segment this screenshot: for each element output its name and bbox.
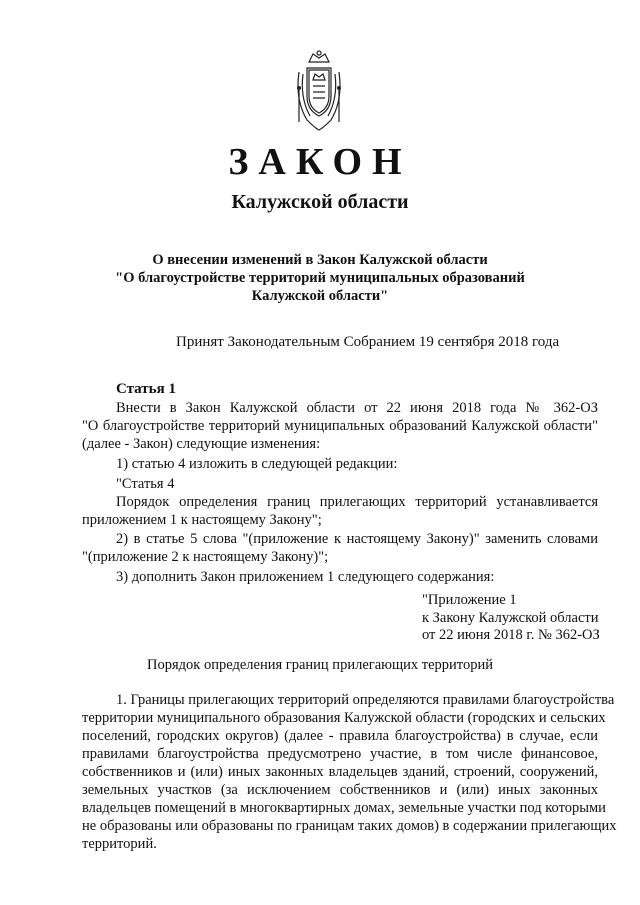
appendix-line: к Закону Калужской области: [422, 609, 599, 626]
region-name: Калужской области: [231, 191, 409, 213]
appendix-line: от 22 июня 2018 г. № 362-ОЗ: [422, 627, 600, 644]
paragraph-line: собственников и (или) иных законных владельцев зданий, строений, сооружений,: [82, 764, 598, 780]
quote-heading: "Статья 4: [116, 476, 175, 492]
paragraph-line: "О благоустройстве территорий муниципальных образований Калужской области": [82, 418, 598, 434]
subject-line: Калужской области": [251, 288, 389, 304]
law-subject: [60, 251, 580, 305]
paragraph-line: приложением 1 к настоящему Закону";: [82, 512, 322, 528]
paragraph-line: 1. Границы прилегающих территорий определяются правилами благоустройства: [116, 692, 615, 708]
list-item: 3) дополнить Закон приложением 1 следующего содержания:: [116, 569, 495, 585]
paragraph-line: (далее - Закон) следующие изменения:: [82, 436, 321, 452]
adoption-date: Принят Законодательным Собранием 19 сентября 2018 года: [176, 334, 560, 350]
paragraph-line: Внести в Закон Калужской области от 22 июня 2018 года № 362-ОЗ: [116, 400, 598, 416]
paragraph-line: правилами благоустройства предусмотрено участие, в том числе финансовое,: [82, 746, 598, 762]
paragraph-line: территорий.: [82, 836, 157, 852]
list-item: 1) статью 4 изложить в следующей редакции:: [116, 456, 398, 472]
document-title: ЗАКОН: [228, 141, 412, 183]
coat-of-arms-icon: [291, 50, 347, 132]
paragraph-line: не образованы или образованы по границам таких домов) в содержании прилегающих: [82, 818, 617, 834]
appendix-line: "Приложение 1: [422, 592, 517, 608]
subject-line: "О благоустройстве территорий муниципальных образований: [115, 270, 525, 286]
paragraph-line: поселений, городских округов) (далее - правила благоустройства) в случае, если: [82, 728, 598, 744]
subject-line: О внесении изменений в Закон Калужской области: [152, 252, 488, 268]
paragraph-line: владельцев помещений в многоквартирных домах, земельные участки под которыми: [82, 800, 606, 816]
section-title: Порядок определения границ прилегающих территорий: [147, 657, 493, 673]
appendix-reference: [422, 592, 600, 645]
list-item: 2) в статье 5 слова "(приложение к настоящему Закону)" заменить словами: [116, 531, 598, 547]
paragraph-line: "(приложение 2 к настоящему Закону)";: [82, 549, 329, 565]
paragraph-line: территории муниципального образования Калужской области (городских и сельских: [82, 710, 606, 726]
paragraph-line: земельных участков (за исключением собственников и (или) иных законных: [82, 782, 598, 798]
paragraph-line: Порядок определения границ прилегающих территорий устанавливается: [116, 494, 598, 510]
article-heading: Статья 1: [116, 381, 176, 397]
